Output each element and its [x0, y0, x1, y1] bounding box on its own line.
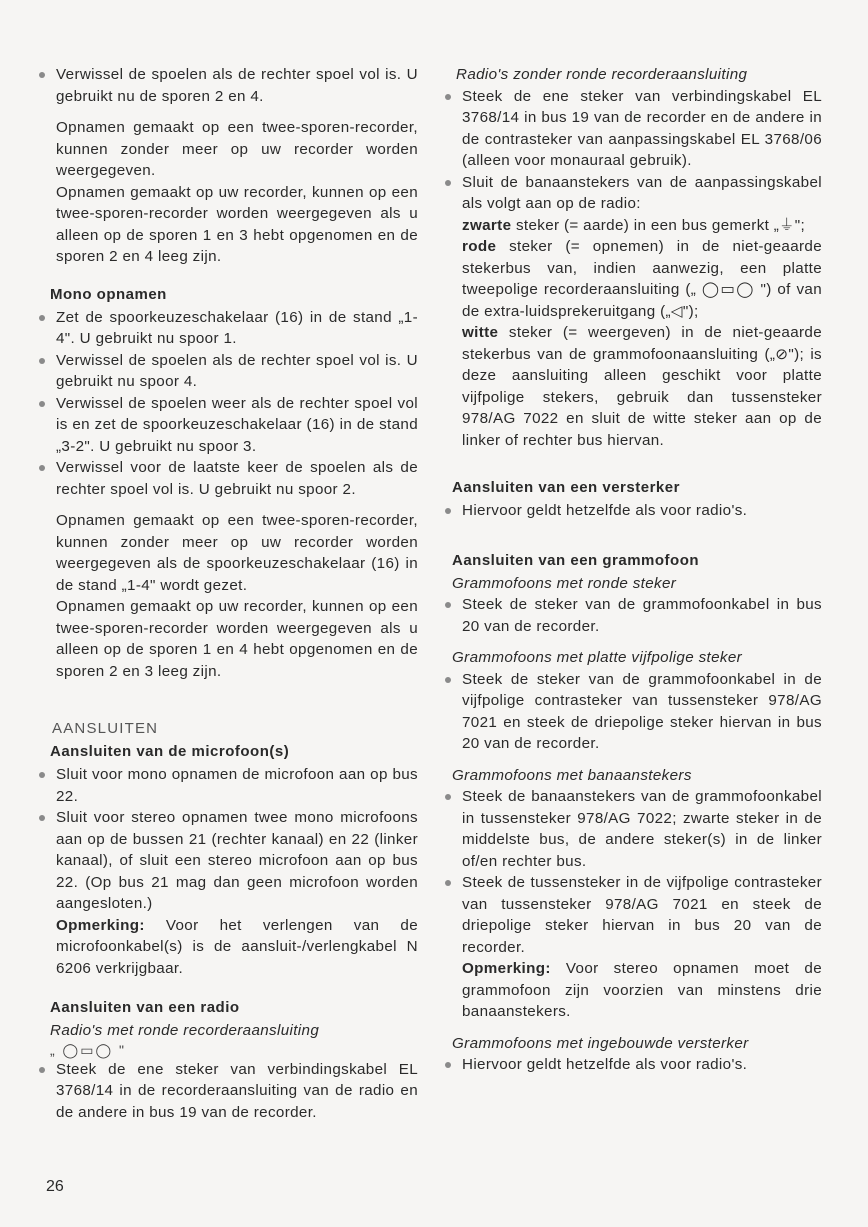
plug-text: steker (= aarde) in een bus gemerkt „⏚";: [511, 216, 806, 234]
list-item: [34, 350, 418, 393]
subheading-banaanstekers: Grammofoons met banaanstekers: [452, 766, 692, 784]
list-item: [34, 764, 418, 807]
bullet-icon: [39, 72, 45, 78]
plug-label: rode: [462, 238, 497, 255]
bullet-text: Steek de banaanstekers van de grammofoonkabel in tussensteker 978/AG 7022; zwarte steker in de middelste bus, de andere steker(s) in de linker of/en rechter bus.: [462, 788, 822, 870]
bullet-text: Verwissel de spoelen als de rechter spoel vol is. U gebruikt nu de sporen 2 en 4.: [56, 66, 418, 105]
note-paragraph: [440, 958, 822, 1023]
subheading-ronde-aansluiting: Radio's met ronde recorderaansluiting: [50, 1022, 320, 1039]
bullet-icon: [39, 315, 45, 321]
note-label: Opmerking:: [56, 916, 145, 934]
note-paragraph: [34, 915, 418, 980]
bullet-icon: [445, 94, 451, 100]
bullet-text: Steek de ene steker van verbindingskabel EL 3768/14 in de recorderaansluiting van de radio en de andere in bus 19 van de recorder.: [56, 1060, 418, 1121]
bullet-text: Sluit voor mono opnamen de microfoon aan op bus 22.: [56, 766, 418, 805]
subheading-platte-steker: Grammofoons met platte vijfpolige steker: [452, 649, 743, 666]
bullet-text: Hiervoor geldt hetzelfde als voor radio's.: [462, 502, 748, 519]
bullet-text: Verwissel voor de laatste keer de spoelen als de rechter spoel vol is. U gebruikt nu spoor 2.: [56, 459, 418, 498]
plug-label: witte: [462, 324, 499, 341]
list-item: [440, 172, 822, 215]
list-item: [34, 457, 418, 500]
bullet-icon: [39, 401, 45, 407]
list-item: [440, 786, 822, 872]
bullet-text: Sluit voor stereo opnamen twee mono microfoons aan op de bussen 21 (rechter kanaal) en 22 (linker kanaal), of sluit een stereo microfoon aan op bus 22. (Op bus 21 mag dan geen microfoon worden aangesloten.): [56, 809, 418, 912]
list-item: [440, 500, 822, 522]
bullet-icon: [445, 794, 451, 800]
bullet-text: Verwissel de spoelen weer als de rechter spoel vol is en zet de spoorkeuzeschakelaar (16) in de stand „3-2". U gebruikt nu spoor 3.: [56, 394, 418, 455]
paragraph: Opnamen gemaakt op uw recorder, kunnen op een twee-sporen-recorder worden weergegeven als u alleen op de sporen 1 en 3 hebt opgenomen en de sporen 2 en 4 leeg zijn.: [56, 183, 418, 265]
paragraph: Opnamen gemaakt op een twee-sporen-recorder, kunnen zonder meer op uw recorder worden weergegeven.: [56, 119, 418, 179]
note-text: Voor stereo opnamen moet de grammofoon zijn voorzien van minstens drie banaanstekers.: [462, 960, 822, 1020]
bullet-text: Steek de steker van de grammofoonkabel in bus 20 van de recorder.: [462, 596, 822, 635]
page-number: 26: [46, 1178, 64, 1195]
left-column: [34, 64, 418, 1123]
subheading-ronde-steker: Grammofoons met ronde steker: [452, 574, 677, 592]
list-item: [34, 807, 418, 915]
bullet-text: Steek de steker van de grammofoonkabel in de vijfpolige contrasteker van tussensteker 978/AG 7021 en steek de driepolige steker hiervan in bus 20 van de recorder.: [462, 670, 822, 752]
heading-mono-opnamen: Mono opnamen: [50, 285, 167, 303]
bullet-text: Sluit de banaanstekers van de aanpassingskabel als volgt aan op de radio:: [462, 173, 822, 212]
plug-label: zwarte: [462, 216, 512, 234]
plug-rode: [440, 236, 822, 322]
bullet-icon: [445, 602, 451, 608]
list-item: [440, 594, 822, 637]
section-title-aansluiten: AANSLUITEN: [52, 720, 159, 737]
note-text: Voor het verlengen van de microfoonkabel(s) is de aansluit-/verlengkabel N 6206 verkrijgbaar.: [56, 916, 418, 977]
bullet-icon: [39, 465, 45, 471]
list-item: [440, 872, 822, 958]
bullet-text: Steek de tussensteker in de vijfpolige contrasteker van tussensteker 978/AG 7021 en steek de driepolige steker hiervan in bus 20 van de recorder.: [462, 874, 822, 956]
bullet-icon: [445, 677, 451, 683]
plug-text: steker (= opnemen) in de niet-geaarde stekerbus van, indien aanwezig, een platte tweepolige recorderaansluiting („ ◯▭◯ ") of van de extra-luidsprekeruitgang („◁");: [462, 238, 822, 320]
note-label: Opmerking:: [462, 960, 551, 977]
bullet-icon: [39, 1067, 45, 1073]
plug-text: steker (= weergeven) in de niet-geaarde stekerbus van de grammofoonaansluiting („⊘"); is deze aansluiting alleen geschikt voor platte vijfpolige stekers, gebruik dan tussensteker 978/AG 7022 en sluit de witte steker aan op de linker of rechter bus hiervan.: [462, 324, 822, 449]
list-item: [34, 1059, 418, 1124]
bullet-text: Verwissel de spoelen als de rechter spoel vol is. U gebruikt nu spoor 4.: [56, 351, 418, 390]
bullet-icon: [39, 358, 45, 364]
heading-versterker: Aansluiten van een versterker: [452, 479, 680, 496]
bullet-icon: [445, 1062, 451, 1068]
recorder-socket-symbol: „ ◯▭◯ ": [50, 1041, 126, 1058]
heading-microfoon: Aansluiten van de microfoon(s): [50, 743, 290, 760]
subheading-ingebouwde-versterker: Grammofoons met ingebouwde versterker: [452, 1034, 749, 1052]
right-column: [440, 64, 822, 1076]
bullet-icon: [445, 880, 451, 886]
bullet-icon: [39, 815, 45, 821]
bullet-icon: [445, 180, 451, 186]
list-item: [34, 307, 418, 350]
paragraph: Opnamen gemaakt op een twee-sporen-recorder, kunnen zonder meer op uw recorder worden weergegeven als de spoorkeuzeschakelaar (16) in de stand „1-4" wordt gezet.: [56, 512, 418, 594]
bullet-text: Zet de spoorkeuzeschakelaar (16) in de stand „1-4". U gebruikt nu spoor 1.: [56, 308, 418, 347]
paragraph: Opnamen gemaakt op uw recorder, kunnen op een twee-sporen-recorder worden weergegeven als u alleen op de sporen 1 en 4 hebt opgenomen en de sporen 2 en 3 leeg zijn.: [56, 598, 418, 680]
bullet-icon: [445, 508, 451, 514]
subheading-zonder-aansluiting: Radio's zonder ronde recorderaansluiting: [456, 66, 748, 83]
bullet-text: Hiervoor geldt hetzelfde als voor radio's.: [462, 1056, 748, 1073]
list-item: [440, 86, 822, 172]
list-item: [34, 393, 418, 458]
plug-zwarte: [440, 215, 822, 237]
list-item: [34, 64, 418, 107]
list-item: [440, 1054, 822, 1076]
plug-witte: [440, 322, 822, 451]
bullet-text: Steek de ene steker van verbindingskabel EL 3768/14 in bus 19 van de recorder en de andere in de contrasteker van aanpassingskabel EL 3768/06 (alleen voor monauraal gebruik).: [462, 87, 822, 169]
list-item: [440, 669, 822, 755]
heading-grammofoon: Aansluiten van een grammofoon: [452, 551, 700, 569]
bullet-icon: [39, 772, 45, 778]
heading-radio: Aansluiten van een radio: [50, 999, 240, 1016]
